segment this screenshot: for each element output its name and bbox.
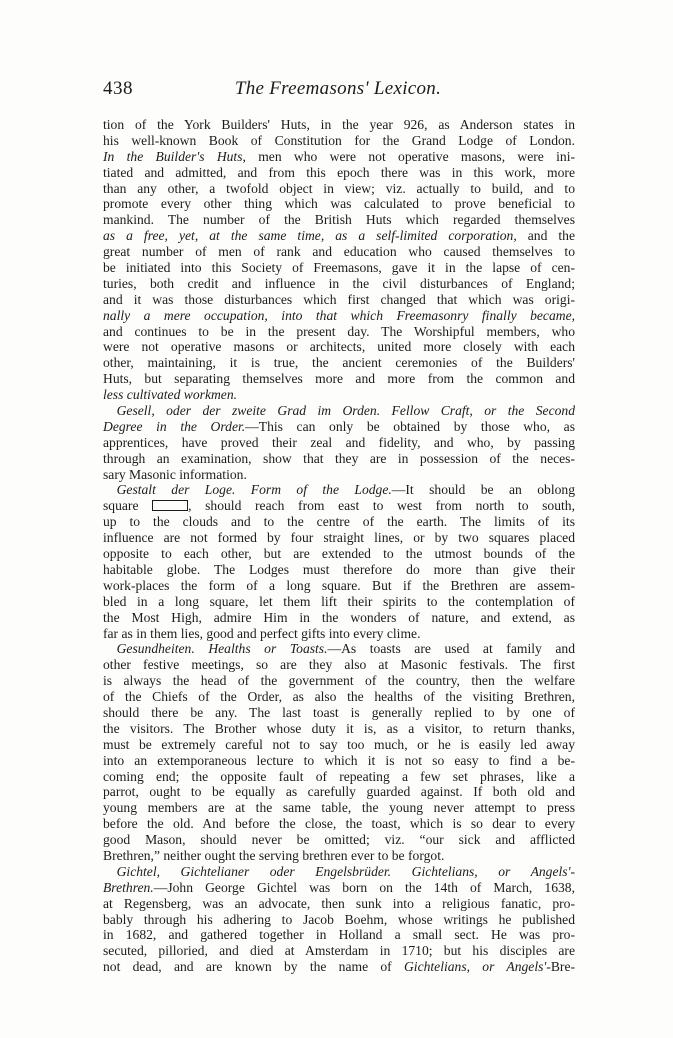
- text-line: other, maintaining, it is true, the ancient ceremonies of the Builders': [103, 355, 575, 371]
- text-line: tion of the York Builders' Huts, in the year 926, as Anderson states in: [103, 117, 575, 132]
- text-line: [103, 308, 575, 324]
- text-line: great number of men of rank and education who caused themselves to: [103, 244, 575, 260]
- text-line: Brethren.—John George Gichtel was born on the 14th of March, 1638,: [103, 879, 575, 895]
- text-line: into an extemporaneous lecture to which it is not so easy to find a be-: [103, 752, 575, 768]
- text-line: were not operative masons or architects, united more closely with each: [103, 339, 575, 355]
- text-line: Degree in the Order.—This can only be obtained by those who, as: [103, 418, 575, 434]
- oblong-square-icon: [152, 500, 188, 511]
- italic-phrase: Form of the Lodge.: [250, 482, 392, 498]
- text-line: young members are at the same table, the young never attempt to press: [103, 800, 575, 816]
- italic-phrase: Healths or Toasts.: [208, 641, 328, 657]
- text-line: habitable globe. The Lodges must therefore do more than give their: [103, 561, 575, 577]
- text-line: far as in them lies, good and perfect gifts into every clime.: [103, 625, 421, 641]
- text-line: opposite to each other, but are extended to the utmost bounds of the: [103, 546, 575, 562]
- text-line: than any other, a twofold object in view; viz. actually to build, and to: [103, 180, 575, 196]
- text-line: Gestalt der Loge. Form of the Lodge.—It should be an oblong: [116, 482, 575, 498]
- text-line: [103, 403, 575, 419]
- text-line: the visitors. The Brother whose duty it is, as a visitor, to return thanks,: [103, 720, 575, 736]
- italic-phrase: Gichtelians, or Angels'-: [411, 863, 576, 879]
- italic-phrase: as a free, yet, at the same time, as a self-limited corporation: [103, 228, 514, 244]
- running-title: The Freemasons' Lexicon.: [234, 78, 442, 99]
- text-line: should there be any. The last toast is generally replied to by one of: [103, 704, 575, 720]
- text-line: promote every other thing which was calculated to prove beneficial to: [103, 196, 575, 212]
- text-line: Huts, but separating themselves more and more from the common and: [103, 371, 575, 387]
- text-line: of the Chiefs of the Order, as also the healths of the visiting Brethren,: [103, 689, 575, 705]
- italic-phrase: Gestalt der Loge.: [116, 482, 236, 498]
- text-line: and continues to be in the present day. The Worshipful members, who: [103, 323, 575, 339]
- italic-phrase: Degree in the Order.: [103, 418, 246, 434]
- text-line: other festive meetings, so are they also at Masonic festivals. The first: [103, 657, 575, 673]
- text-line: bled in a long square, let them lift their spirits to the contemplation of: [103, 593, 575, 609]
- italic-phrase: Gichtel, Gichtelianer oder Engelsbrüder.: [116, 863, 392, 879]
- text-line: the Most High, admire Him in the wonders of nature, and extend, as: [103, 609, 575, 625]
- text-line: Brethren,” neither ought the serving brethren ever to be forgot.: [103, 847, 445, 863]
- text-line: in 1682, and gathered together in Holland a small sect. He was pro-: [103, 927, 575, 943]
- text-line: tiated and admitted, and from this epoch there was in this work, more: [103, 164, 575, 180]
- italic-phrase: Gichtelians, or Angels'-: [403, 959, 551, 975]
- text-line: and it was those disturbances which first changed that which was origi-: [103, 291, 575, 307]
- body-text: [103, 117, 575, 975]
- italic-phrase: Brethren.: [103, 879, 154, 895]
- text-line: Gesundheiten. Healths or Toasts.—As toasts are used at family and: [116, 641, 575, 657]
- text-line: is always the head of the government of the country, then the welfare: [103, 673, 575, 689]
- text-line: square , should reach from east to west from north to south,: [103, 498, 575, 514]
- text-line: at Regensberg, was an advocate, then sunk into a religious fanatic, pro-: [103, 895, 575, 911]
- text-line: parrot, ought to be equally as carefully guarded against. If both old and: [103, 784, 575, 800]
- text-line: [103, 864, 575, 880]
- text-line: [103, 387, 575, 403]
- text-line: his well-known Book of Constitution for the Grand Lodge of London.: [103, 132, 575, 148]
- italic-phrase: less cultivated workmen.: [103, 387, 238, 403]
- text-line: turies, both credit and influence in the civil disturbances of England;: [103, 275, 575, 291]
- text-line: work-places the form of a long square. But if the Brethren are assem-: [103, 577, 575, 593]
- text-line: as a free, yet, at the same time, as a self-limited corporation, and the: [103, 228, 575, 244]
- text-line: must be extremely careful not to say too much, or he is easily led away: [103, 736, 575, 752]
- text-line: influence are not formed by four straight lines, or by two squares placed: [103, 530, 575, 546]
- text-line: be initiated into this Society of Freemasons, gave it in the lapse of cen-: [103, 260, 575, 276]
- text-line: mankind. The number of the British Huts which regarded themselves: [103, 212, 575, 228]
- page-number: 438: [103, 78, 133, 99]
- italic-phrase: Gesell, oder der zweite Grad im Orden.: [116, 403, 381, 419]
- text-line: secuted, pilloried, and died at Amsterdam in 1710; but his disciples are: [103, 943, 575, 959]
- text-line: sary Masonic information.: [103, 466, 247, 482]
- text-line: good Mason, should never be omitted; viz. “our sick and afflicted: [103, 832, 575, 848]
- italic-phrase: Gesundheiten.: [116, 641, 195, 657]
- text-line: coming end; the opposite fault of repeating a few set phrases, like a: [103, 768, 575, 784]
- text-line: bably through his adhering to Jacob Boehm, whose writings he published: [103, 911, 575, 927]
- italic-phrase: In the Builder's Huts: [103, 148, 243, 164]
- text-line: In the Builder's Huts, men who were not operative masons, were ini-: [103, 148, 575, 164]
- text-line: apprentices, have proved their zeal and fidelity, and who, by passing: [103, 434, 575, 450]
- text-line: not dead, and are known by the name of Gichtelians, or Angels'-Bre-: [103, 959, 575, 975]
- text-line: before the old. And before the close, the toast, which is so dear to every: [103, 816, 575, 832]
- page-header: [103, 78, 573, 108]
- text-line: through an examination, show that they are in possession of the neces-: [103, 450, 575, 466]
- italic-phrase: nally a mere occupation, into that which Freemasonry finally became,: [103, 307, 575, 323]
- italic-phrase: Fellow Craft, or the Second: [391, 403, 575, 419]
- text-line: up to the clouds and to the centre of the earth. The limits of its: [103, 514, 575, 530]
